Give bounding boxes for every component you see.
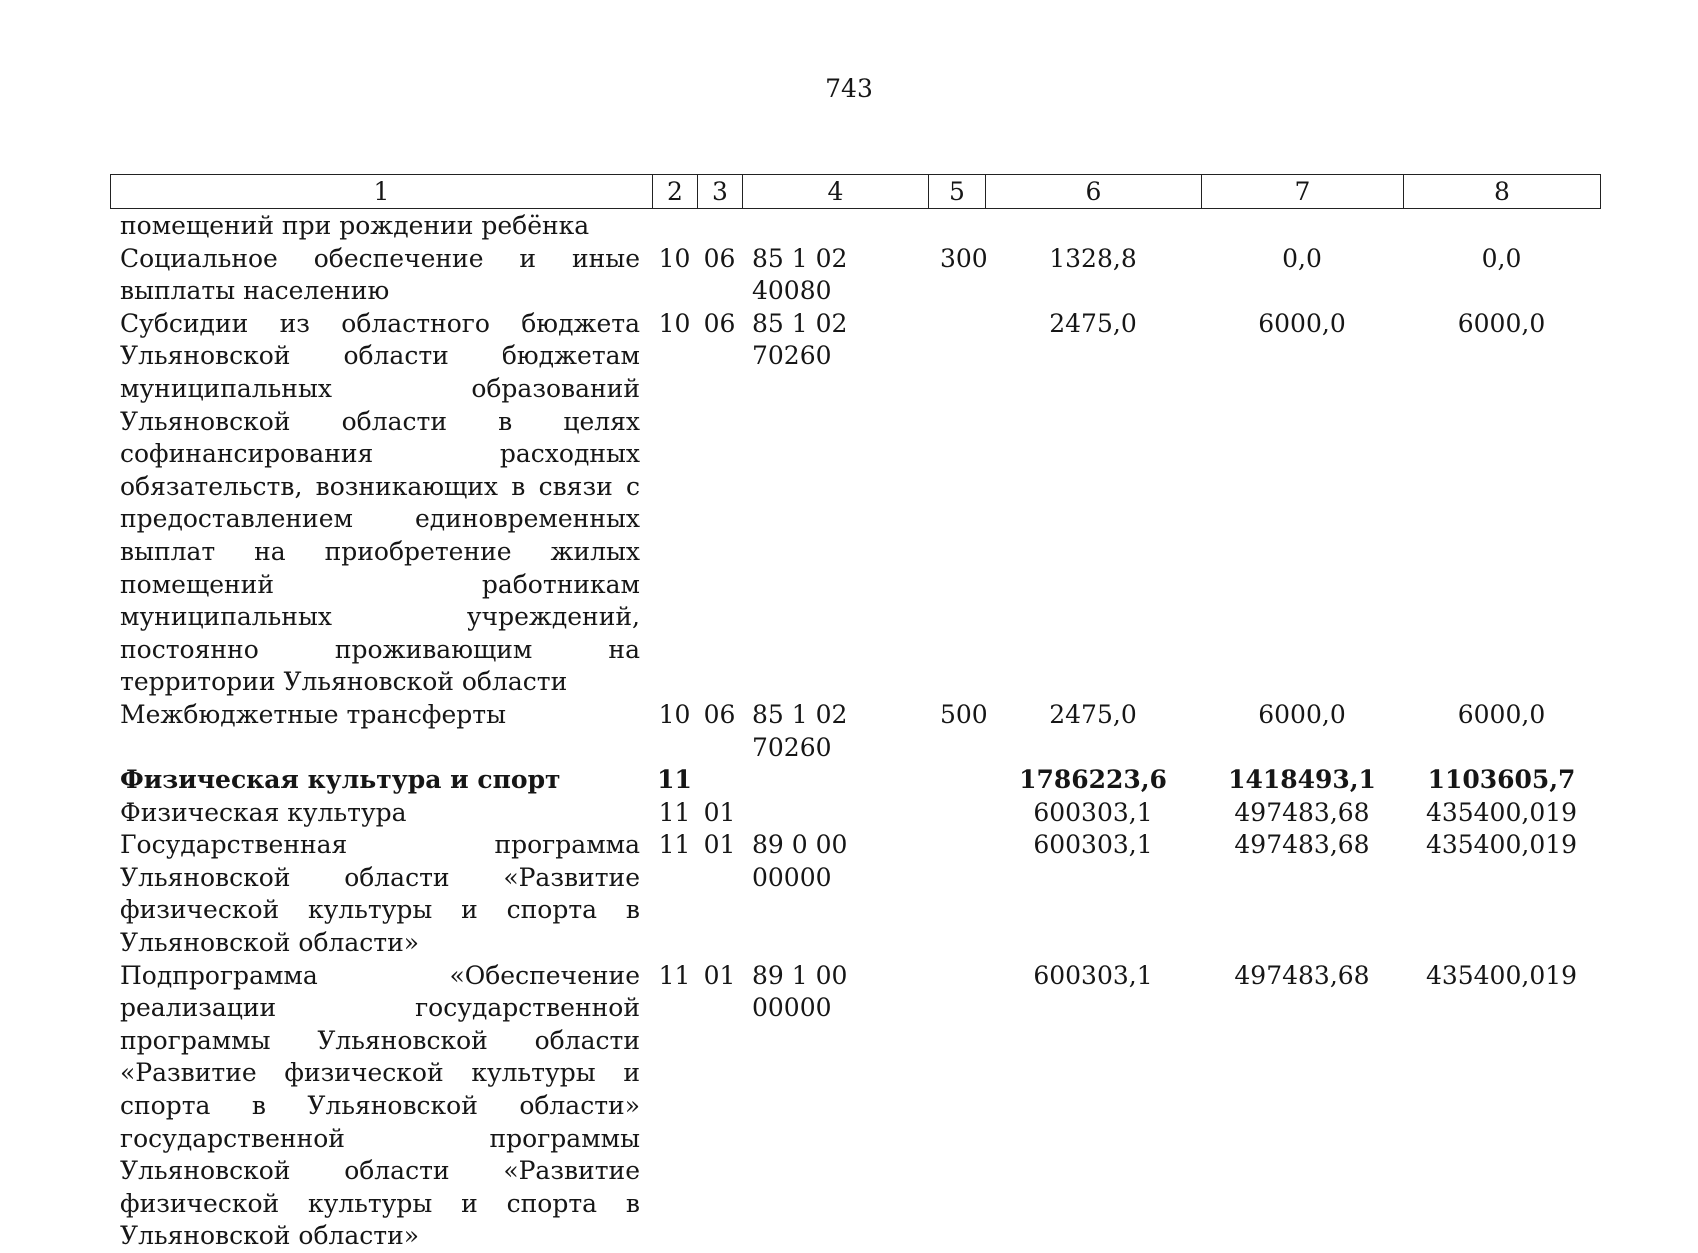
amount-col7-cell: 497483,68 xyxy=(1234,797,1370,827)
amount-col8-cell: 435400,019 xyxy=(1425,830,1578,860)
subsection-code-cell: 01 xyxy=(703,830,736,860)
amount-col6-cell: 1786223,6 xyxy=(1019,765,1167,795)
column-header-row xyxy=(111,175,1601,209)
expense-type-cell xyxy=(928,960,985,1253)
section-code-cell: 11 xyxy=(658,830,691,860)
subsection-code-cell: 06 xyxy=(703,699,736,729)
section-code-cell: 10 xyxy=(658,243,691,273)
row-name-cell: Государственная программа Ульяновской области «Развитие физической культуры и спорта в Ульяновской области» xyxy=(120,830,640,958)
page-number: 743 xyxy=(825,74,873,103)
row-name-cell: Межбюджетные трансферты xyxy=(120,699,507,729)
target-article-cell xyxy=(742,797,928,830)
amount-col7-cell: 497483,68 xyxy=(1234,830,1370,860)
row-name-cell: Подпрограмма «Обеспечение реализации государственной программы Ульяновской области «Развитие физической культуры и спорта в Ульяновской области» государственной программы Ульяновской области «Развитие физической культуры и спорта в Ульяновской области» xyxy=(120,960,640,1251)
amount-col8-cell: 1103605,7 xyxy=(1427,765,1576,795)
amount-col6-cell: 2475,0 xyxy=(1049,699,1137,729)
column-header-table xyxy=(110,174,1601,209)
column-header: 2 xyxy=(653,175,698,209)
subsection-code-cell: 06 xyxy=(703,243,736,273)
target-article-cell xyxy=(742,210,928,243)
expense-type-cell xyxy=(928,829,985,959)
expense-type-cell xyxy=(928,308,985,699)
table-row xyxy=(110,210,1600,243)
target-article-cell: 89 0 00 00000 xyxy=(752,830,848,892)
amount-col7-cell: 6000,0 xyxy=(1258,308,1346,338)
target-article-cell: 85 1 02 70260 xyxy=(752,699,848,762)
amount-col6-cell xyxy=(985,210,1201,243)
target-article-cell xyxy=(742,764,928,797)
table-row xyxy=(110,764,1600,797)
column-header: 1 xyxy=(111,175,653,209)
section-code-cell: 11 xyxy=(658,960,691,990)
amount-col6-cell: 2475,0 xyxy=(1049,308,1137,338)
subsection-code-cell: 01 xyxy=(703,797,736,827)
amount-col8-cell: 0,0 xyxy=(1481,243,1522,273)
amount-col8-cell xyxy=(1403,210,1600,243)
table-row xyxy=(110,243,1600,308)
column-header: 5 xyxy=(929,175,986,209)
row-name-cell: помещений при рождении ребёнка xyxy=(120,211,590,240)
amount-col7-cell xyxy=(1201,210,1403,243)
amount-col7-cell: 0,0 xyxy=(1282,243,1322,273)
row-name-cell: Физическая культура xyxy=(120,797,407,827)
amount-col6-cell: 1328,8 xyxy=(1049,243,1137,273)
amount-col8-cell: 435400,019 xyxy=(1425,797,1578,827)
column-header: 3 xyxy=(698,175,743,209)
table-row xyxy=(110,797,1600,830)
row-name-cell: Субсидии из областного бюджета Ульяновской области бюджетам муниципальных образований Ульяновской области в целях софинансирования расходных обязательств, возникающих в связи с предоставлением единовременных выплат на приобретение жилых помещений работникам муниципальных учреждений, постоянно проживающим на территории Ульяновской области xyxy=(120,308,640,697)
section-code-cell xyxy=(652,210,697,243)
table-row xyxy=(110,699,1600,764)
expense-type-cell: 300 xyxy=(940,243,988,273)
section-code-cell: 11 xyxy=(657,765,692,795)
amount-col7-cell: 497483,68 xyxy=(1234,960,1370,990)
section-code-cell: 11 xyxy=(658,797,691,827)
amount-col6-cell: 600303,1 xyxy=(1033,830,1153,860)
amount-col6-cell: 600303,1 xyxy=(1033,960,1153,990)
row-name-cell: Социальное обеспечение и иные выплаты населению xyxy=(120,243,640,306)
subsection-code-cell: 01 xyxy=(703,960,736,990)
subsection-code-cell xyxy=(697,210,742,243)
row-name-cell: Физическая культура и спорт xyxy=(120,765,561,795)
subsection-code-cell: 06 xyxy=(703,308,736,338)
table-row xyxy=(110,308,1600,699)
expense-type-cell: 500 xyxy=(940,699,988,729)
target-article-cell: 85 1 02 70260 xyxy=(752,308,848,371)
expense-type-cell xyxy=(928,210,985,243)
amount-col8-cell: 435400,019 xyxy=(1425,960,1578,990)
amount-col6-cell: 600303,1 xyxy=(1033,797,1153,827)
section-code-cell: 10 xyxy=(658,699,691,729)
amount-col7-cell: 6000,0 xyxy=(1258,699,1346,729)
column-header: 7 xyxy=(1202,175,1404,209)
target-article-cell: 85 1 02 40080 xyxy=(752,243,848,306)
table-row xyxy=(110,829,1600,959)
amount-col8-cell: 6000,0 xyxy=(1457,699,1546,729)
table-row xyxy=(110,960,1600,1253)
section-code-cell: 10 xyxy=(658,308,691,338)
expense-type-cell xyxy=(928,764,985,797)
subsection-code-cell xyxy=(697,764,742,797)
amount-col7-cell: 1418493,1 xyxy=(1228,765,1376,795)
table-body xyxy=(110,210,1600,1253)
target-article-cell: 89 1 00 00000 xyxy=(752,960,848,1023)
column-header: 6 xyxy=(986,175,1202,209)
column-header: 8 xyxy=(1404,175,1601,209)
expense-type-cell xyxy=(928,797,985,830)
budget-table xyxy=(110,210,1600,1253)
column-header: 4 xyxy=(743,175,929,209)
amount-col8-cell: 6000,0 xyxy=(1457,308,1546,338)
